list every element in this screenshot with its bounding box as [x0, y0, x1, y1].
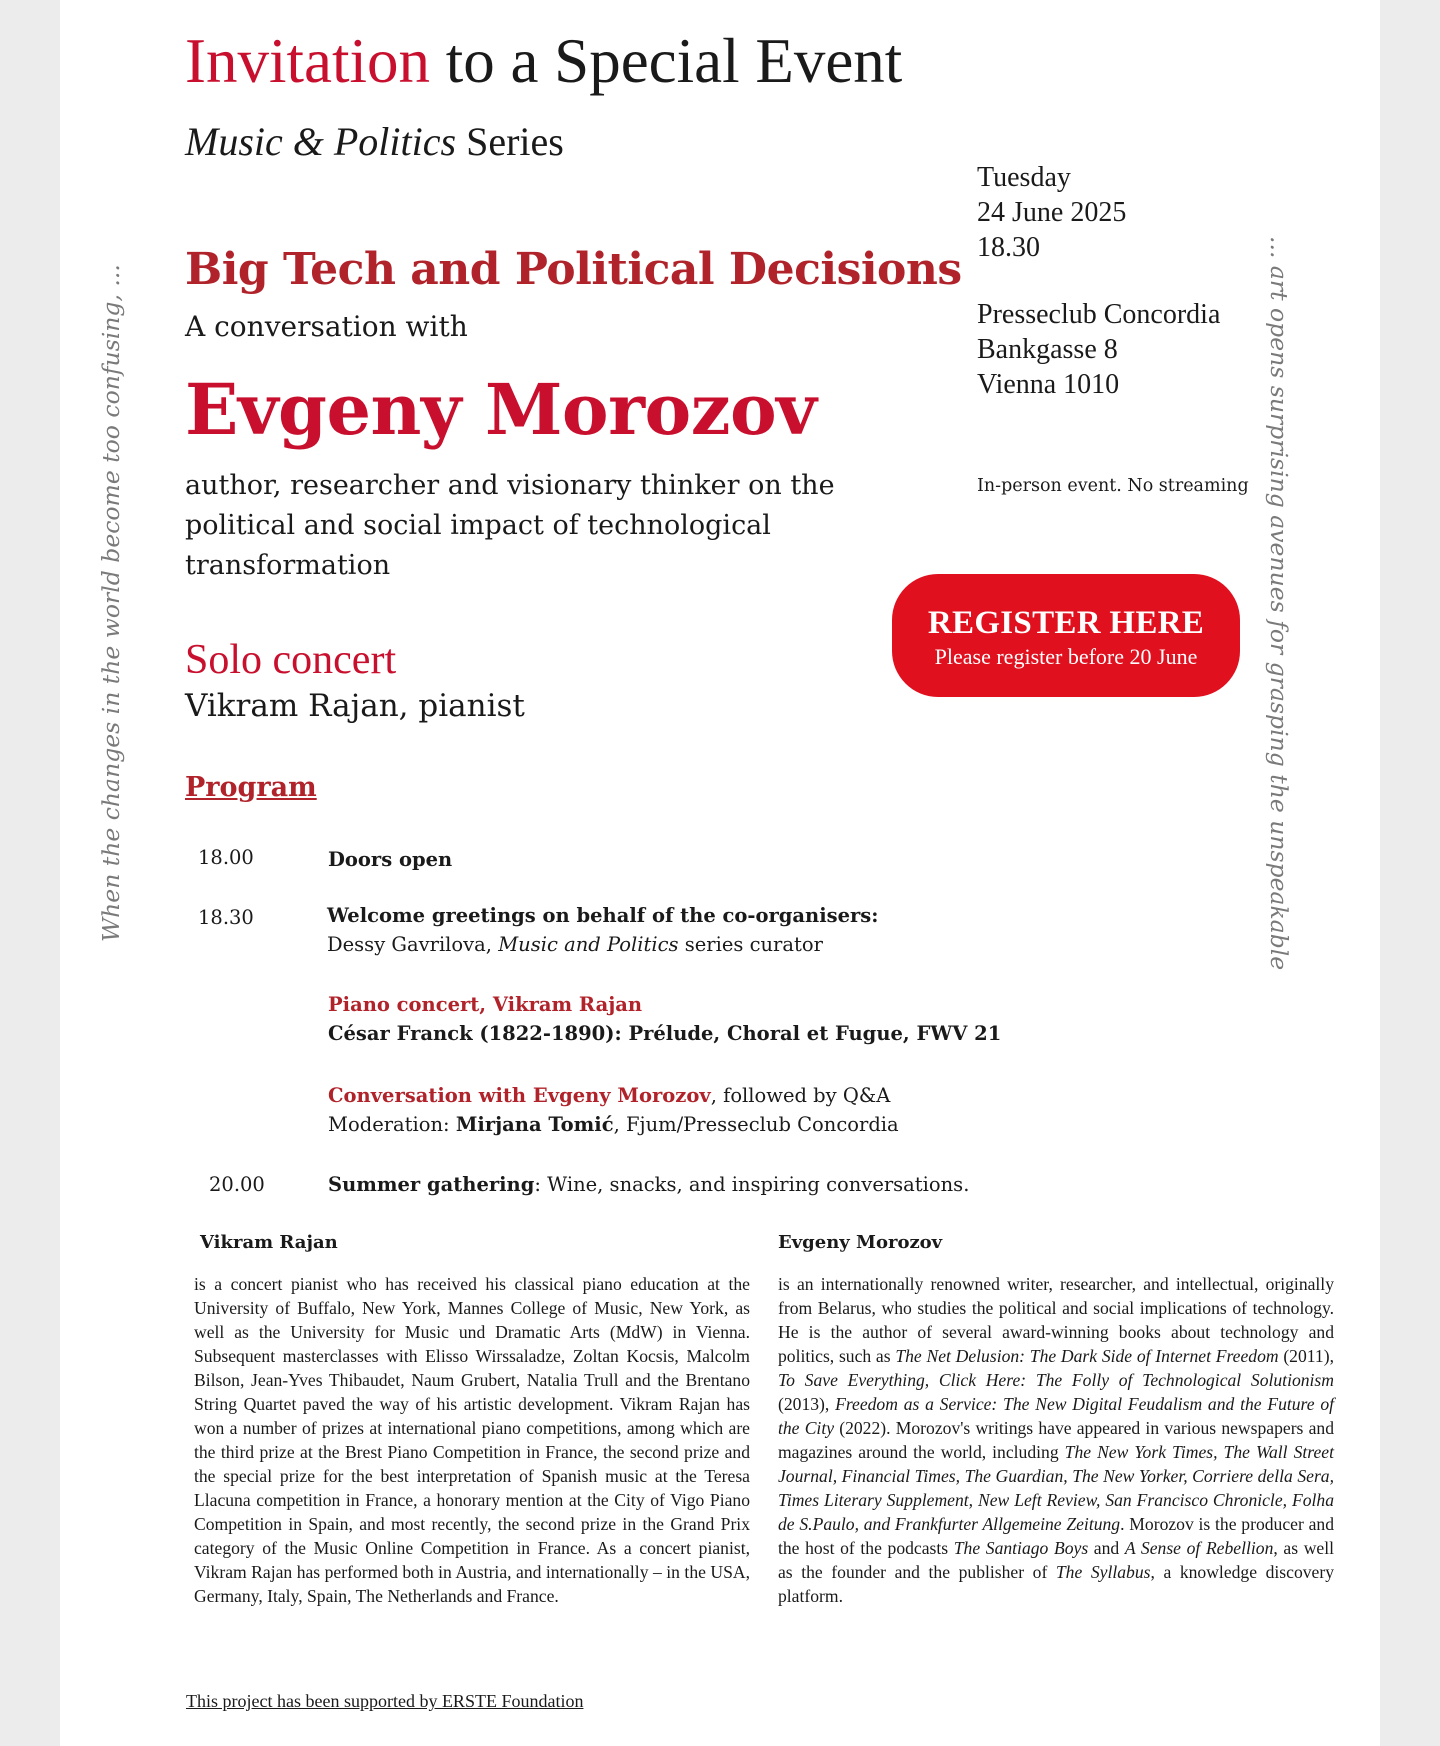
- curator-role: series curator: [678, 933, 823, 956]
- invitation-page: [60, 0, 1380, 1746]
- page-title: [185, 26, 903, 96]
- program-heading: Program: [185, 772, 317, 803]
- register-deadline: Please register before 20 June: [934, 644, 1198, 669]
- program-time-2: 18.30: [198, 906, 254, 929]
- morozov-bio-part: (2022). Morozov's writings have appeared in various newspapers and magazines around the world, including: [778, 1418, 1335, 1462]
- speaker-name: Evgeny Morozov: [185, 368, 817, 451]
- program-piano-title: Piano concert, Vikram Rajan: [328, 993, 643, 1016]
- title-rest: to a Special Event: [429, 26, 903, 96]
- morozov-bio-part: , a knowledge discovery platform.: [778, 1562, 1334, 1606]
- morozov-bio-part: is an internationally renowned writer, researcher, and intellectual, originally from Belarus, who studies the political and social implications of technology. He is the author of several award-winning books about technology and politics, such as: [778, 1274, 1334, 1366]
- podcast-title: A Sense of Rebellion: [1124, 1538, 1274, 1558]
- register-label: REGISTER HERE: [927, 605, 1205, 641]
- side-quote-left: When the changes in the world become too confusing, ...: [97, 264, 125, 942]
- book-title: To Save Everything, Click Here: The Folly of Technological Solutionism: [778, 1370, 1334, 1390]
- program-piano-block: [328, 990, 1001, 1048]
- date-time-block: [977, 160, 1126, 265]
- moderator-name: Mirjana Tomić: [455, 1113, 614, 1136]
- book-title: The Net Delusion: The Dark Side of Internet Freedom: [895, 1346, 1279, 1366]
- moderator-affiliation: , Fjum/Presseclub Concordia: [613, 1113, 899, 1136]
- venue-block: [977, 297, 1220, 402]
- program-conversation: [328, 1081, 899, 1110]
- conversation-with-label: A conversation with: [185, 310, 468, 343]
- conversation-rest: , followed by Q&A: [710, 1084, 891, 1107]
- morozov-bio-text: [778, 1272, 1334, 1608]
- program-welcome: Welcome greetings on behalf of the co-organisers:: [327, 904, 879, 927]
- program-doors: Doors open: [328, 848, 453, 871]
- gathering-text: : Wine, snacks, and inspiring conversations.: [534, 1173, 970, 1196]
- program-conversation-block: [328, 1081, 899, 1139]
- event-time: 18.30: [977, 232, 1040, 263]
- program-gathering: [328, 1170, 969, 1199]
- series-subtitle: [185, 118, 564, 165]
- series-suffix: Series: [456, 119, 564, 164]
- publications-list: The New York Times, The Wall Street Journal, Financial Times, The Guardian, The New Yorker, Corriere della Sera, Times Literary Supplement, New Left Review, San Francisco Chronicle, Folha de S.Paulo, and Frankfurter Allgemeine Zeitung: [778, 1442, 1334, 1534]
- book-title: Freedom as a Service: The New Digital Feudalism and the Future of the City: [778, 1394, 1335, 1438]
- conversation-title: Conversation with Evgeny Morozov: [328, 1084, 711, 1107]
- morozov-bio-heading: Evgeny Morozov: [778, 1232, 943, 1253]
- morozov-bio-part: (2013),: [778, 1394, 836, 1414]
- moderation-label: Moderation:: [328, 1113, 456, 1136]
- morozov-bio-part: , as well as the founder and the publisher of: [778, 1538, 1334, 1582]
- side-quote-right: ... art opens surprising avenues for grasping the unspeakable: [1265, 236, 1293, 971]
- morozov-bio-part: . Morozov is the producer and the host of the podcasts: [778, 1514, 1334, 1558]
- support-link[interactable]: This project has been supported by ERSTE Foundation: [186, 1691, 584, 1711]
- solo-concert-heading: Solo concert: [185, 637, 397, 683]
- rajan-bio-heading: Vikram Rajan: [200, 1232, 338, 1253]
- rajan-bio-text: is a concert pianist who has received his classical piano education at the University of Buffalo, New York, Mannes College of Music, New York, as well as the University for Music und Dramatic Arts (MdW) in Vienna. Subsequent masterclasses with Elisso Wirssaladze, Zoltan Kocsis, Malcolm Bilson, Jean-Yves Thibaudet, Naum Grubert, Natalia Trull and the Brentano String Quartet paved the way of his artistic development. Vikram Rajan has won a number of prizes at international piano competitions, among which are the third prize at the Brest Piano Competition in France, the second prize and the special prize for the best interpretation of Spanish music at the Teresa Llacuna competition in France, a honorary mention at the City of Vigo Piano Competition in Spain, and most recently, the second prize in the Grand Prix category of the Music Online Competition in France. As a concert pianist, Vikram Rajan has performed both in Austria, and internationally – in the USA, Germany, Italy, Spain, The Netherlands and France.: [194, 1274, 750, 1606]
- program-time-3: 20.00: [209, 1173, 265, 1196]
- venue-street: Bankgasse 8: [977, 334, 1118, 365]
- gathering-label: Summer gathering: [328, 1173, 535, 1196]
- podcast-title: The Santiago Boys: [953, 1538, 1089, 1558]
- program-moderation: [328, 1110, 899, 1139]
- platform-title: The Syllabus: [1055, 1562, 1151, 1582]
- venue-city: Vienna 1010: [977, 369, 1120, 400]
- curator-series: Music and Politics: [498, 933, 679, 956]
- morozov-bio-part: (2011),: [1278, 1346, 1334, 1366]
- program-curator: [327, 930, 878, 959]
- morozov-bio-part: and: [1088, 1538, 1125, 1558]
- speaker-description: author, researcher and visionary thinker on the political and social impact of technological transformation: [185, 470, 835, 581]
- series-name: Music & Politics: [185, 119, 457, 164]
- curator-name: Dessy Gavrilova,: [327, 933, 499, 956]
- venue-name: Presseclub Concordia: [977, 299, 1221, 330]
- title-accent: Invitation: [185, 26, 430, 96]
- event-title: Big Tech and Political Decisions: [185, 244, 962, 295]
- event-day: Tuesday: [977, 162, 1071, 193]
- program-time-1: 18.00: [198, 846, 254, 869]
- streaming-note: In-person event. No streaming: [977, 476, 1249, 496]
- register-button[interactable]: [893, 575, 1239, 696]
- pianist-name: Vikram Rajan, pianist: [185, 688, 525, 724]
- event-date: 24 June 2025: [977, 197, 1127, 228]
- program-piece: César Franck (1822-1890): Prélude, Choral et Fugue, FWV 21: [328, 1022, 1002, 1045]
- program-welcome-block: [327, 901, 878, 959]
